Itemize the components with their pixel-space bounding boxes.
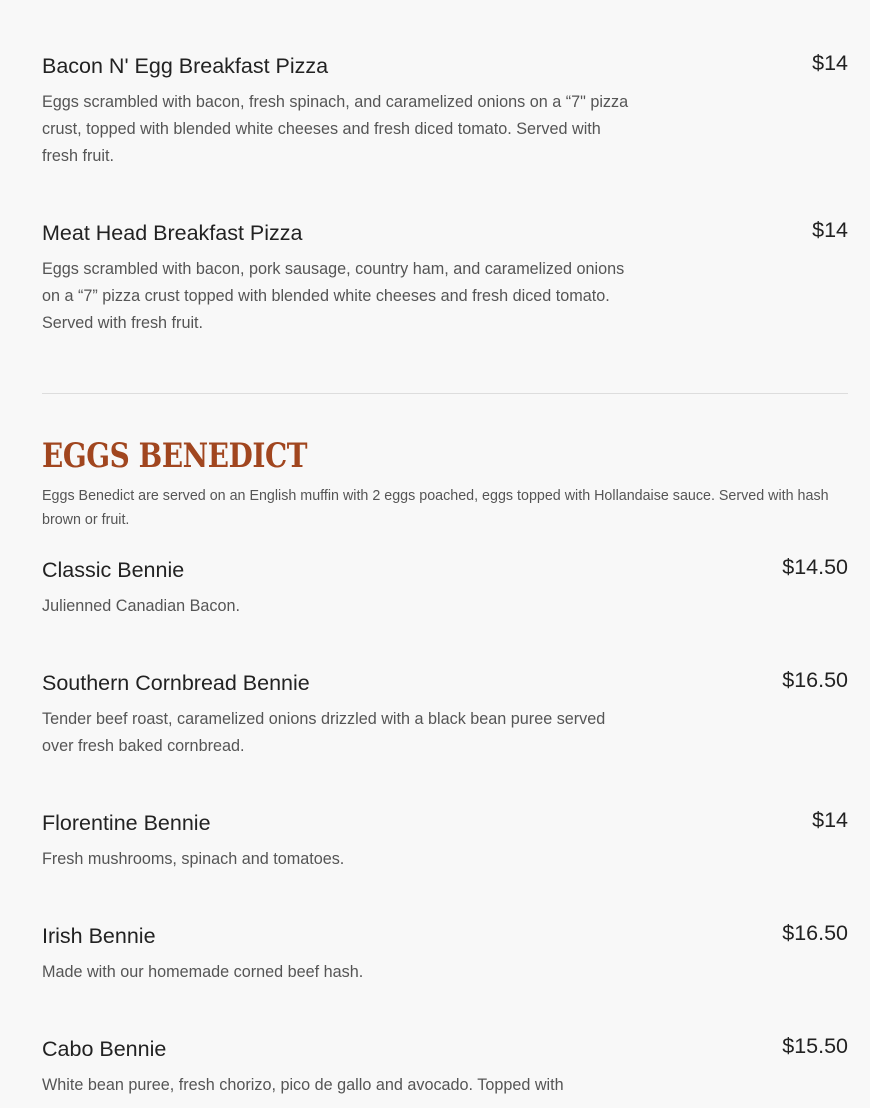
section-divider [42, 393, 848, 394]
section-title: EGGS BENEDICT [42, 436, 308, 476]
item-price: $14 [812, 51, 848, 75]
item-description: Eggs scrambled with bacon, fresh spinach, and caramelized onions on a “7" pizza crust, topped with blended white cheeses and fresh diced tomato. Served with fresh fruit. [42, 93, 629, 165]
item-price: $15.50 [782, 1034, 848, 1058]
item-price: $14.50 [782, 555, 848, 579]
item-name: Classic Bennie [42, 558, 185, 582]
item-description: White bean puree, fresh chorizo, pico de gallo and avocado. Topped with [42, 1076, 564, 1094]
item-price: $14 [812, 218, 848, 242]
item-description: Tender beef roast, caramelized onions drizzled with a black bean puree served over fresh baked cornbread. [42, 710, 606, 755]
item-description: Eggs scrambled with bacon, pork sausage, country ham, and caramelized onions on a “7” pizza crust topped with blended white cheeses and fresh diced tomato. Served with fresh fruit. [42, 260, 625, 332]
item-name: Meat Head Breakfast Pizza [42, 221, 303, 245]
item-description: Julienned Canadian Bacon. [42, 597, 240, 615]
item-price: $16.50 [782, 668, 848, 692]
item-price: $14 [812, 808, 848, 832]
item-name: Irish Bennie [42, 924, 156, 948]
section-description: Eggs Benedict are served on an English muffin with 2 eggs poached, eggs topped with Hollandaise sauce. Served with hash brown or fruit. [42, 488, 829, 528]
item-name: Bacon N' Egg Breakfast Pizza [42, 54, 329, 78]
item-price: $16.50 [782, 921, 848, 945]
item-name: Southern Cornbread Bennie [42, 671, 310, 695]
item-name: Cabo Bennie [42, 1037, 167, 1061]
item-description: Made with our homemade corned beef hash. [42, 963, 364, 981]
item-description: Fresh mushrooms, spinach and tomatoes. [42, 850, 345, 868]
item-name: Florentine Bennie [42, 811, 211, 835]
